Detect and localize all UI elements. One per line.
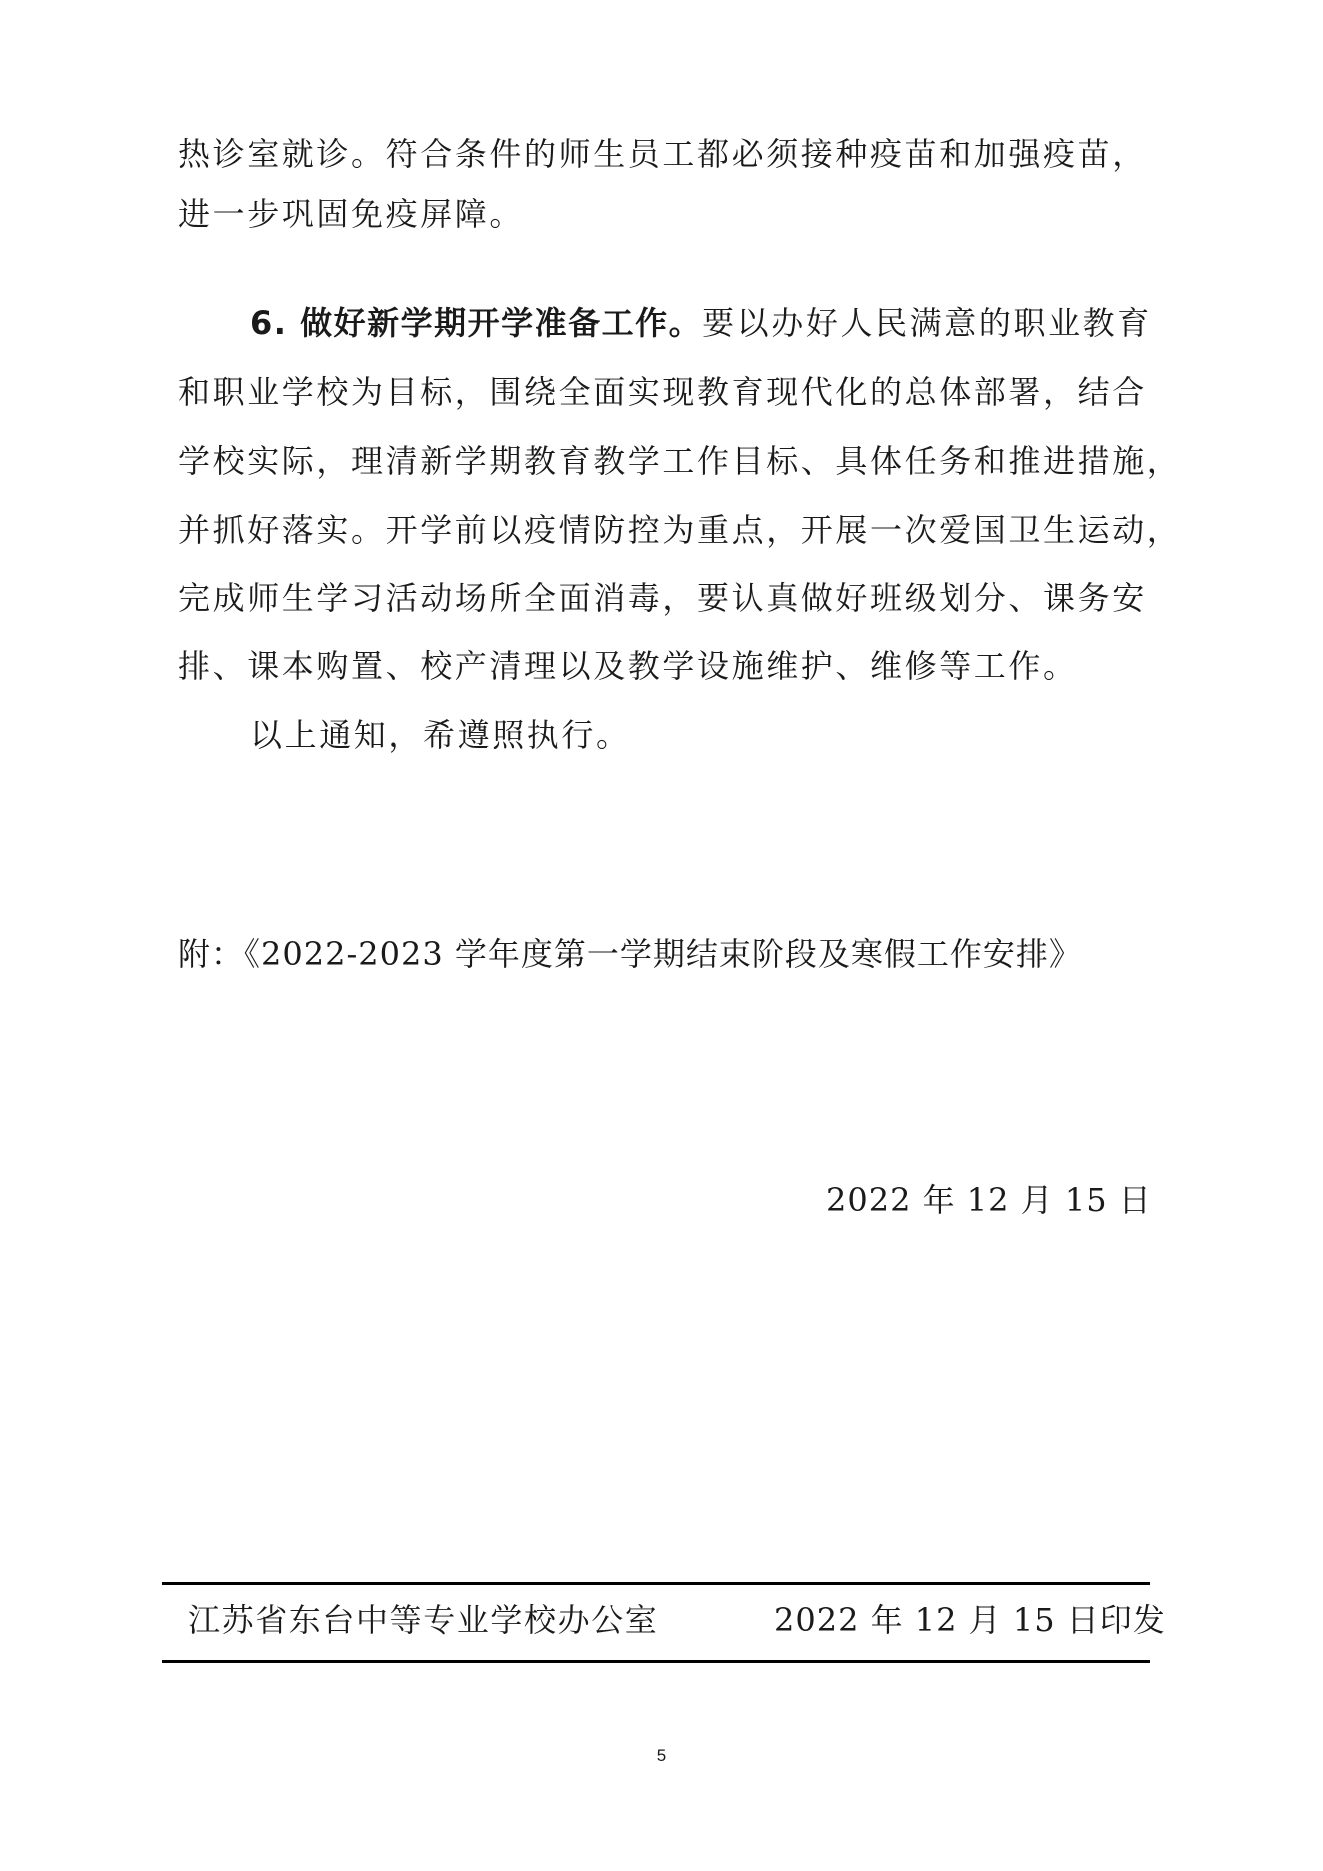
closing-line: 以上通知，希遵照执行。 bbox=[250, 716, 631, 754]
page-number: 5 bbox=[656, 1746, 667, 1765]
attachment-line: 附：《2022-2023 学年度第一学期结束阶段及寒假工作安排》 bbox=[178, 935, 1082, 973]
body-line: 学校实际，理清新学期教育教学工作目标、具体任务和推进措施， bbox=[178, 442, 1182, 480]
body-line: 并抓好落实。开学前以疫情防控为重点，开展一次爱国卫生运动， bbox=[178, 511, 1182, 549]
section-6-heading: 6. 做好新学期开学准备工作。 bbox=[250, 304, 703, 342]
section-6-first-line bbox=[250, 303, 1152, 343]
body-line: 排、课本购置、校产清理以及教学设施维护、维修等工作。 bbox=[178, 647, 1078, 685]
section-6-first-line-text: 要以办好人民满意的职业教育 bbox=[702, 304, 1152, 342]
body-line: 进一步巩固免疫屏障。 bbox=[178, 195, 525, 233]
signature-date: 2022 年 12 月 15 日 bbox=[826, 1181, 1152, 1219]
footer-top-rule bbox=[162, 1582, 1150, 1585]
issue-date: 2022 年 12 月 15 日印发 bbox=[774, 1601, 1166, 1639]
body-line: 完成师生学习活动场所全面消毒，要认真做好班级划分、课务安 bbox=[178, 579, 1147, 617]
issuing-office: 江苏省东台中等专业学校办公室 bbox=[188, 1601, 659, 1639]
body-line: 热诊室就诊。符合条件的师生员工都必须接种疫苗和加强疫苗， bbox=[178, 135, 1147, 173]
footer-bottom-rule bbox=[162, 1660, 1150, 1663]
body-line: 和职业学校为目标，围绕全面实现教育现代化的总体部署，结合 bbox=[178, 373, 1147, 411]
